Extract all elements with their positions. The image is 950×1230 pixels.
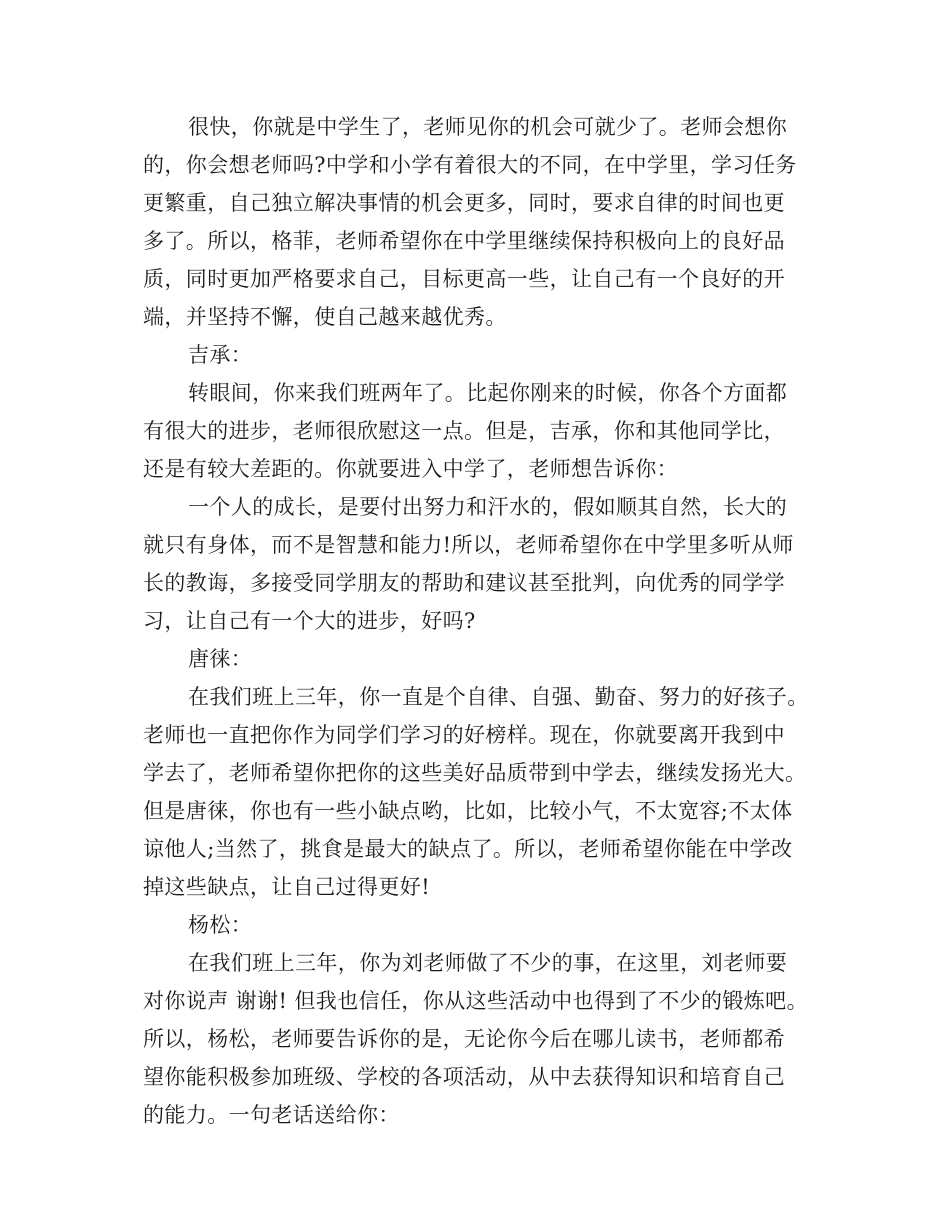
text-line: 所以，杨松，老师要告诉你的是，无论你今后在哪儿读书，老师都希 (143, 1027, 785, 1051)
text-line: 在我们班上三年，你一直是个自律、自强、勤奋、努力的好孩子。 (188, 685, 809, 709)
text-line: 老师也一直把你作为同学们学习的好榜样。现在，你就要离开我到中 (143, 723, 785, 747)
text-line: 端，并坚持不懈，使自己越来越优秀。 (143, 305, 507, 329)
text-line: 谅他人;当然了，挑食是最大的缺点了。所以，老师希望你能在中学改 (143, 837, 793, 861)
text-line: 还是有较大差距的。你就要进入中学了，老师想告诉你： (143, 457, 678, 481)
text-line: 转眼间，你来我们班两年了。比起你刚来的时候，你各个方面都 (188, 381, 788, 405)
text-line: 的能力。一句老话送给你： (143, 1103, 400, 1127)
text-line: 质，同时更加严格要求自己，目标更高一些，让自己有一个良好的开 (143, 267, 785, 291)
section-heading: 唐徕： (188, 647, 253, 671)
text-line: 多了。所以，格菲，老师希望你在中学里继续保持积极向上的良好品 (143, 229, 785, 253)
section-heading: 吉承： (188, 343, 253, 367)
text-line: 掉这些缺点，让自己过得更好! (143, 875, 431, 899)
text-line: 有很大的进步，老师很欣慰这一点。但是，吉承，你和其他同学比， (143, 419, 785, 443)
text-line: 在我们班上三年，你为刘老师做了不少的事，在这里，刘老师要 (188, 951, 788, 975)
text-line: 长的教诲，多接受同学朋友的帮助和建议甚至批判，向优秀的同学学 (143, 571, 785, 595)
text-line: 一个人的成长，是要付出努力和汗水的，假如顺其自然，长大的 (188, 495, 788, 519)
section-heading: 杨松： (188, 913, 253, 937)
text-line: 的，你会想老师吗?中学和小学有着很大的不同，在中学里，学习任务 (143, 153, 797, 177)
text-line: 很快，你就是中学生了，老师见你的机会可就少了。老师会想你 (188, 115, 788, 139)
text-line: 但是唐徕，你也有一些小缺点哟，比如，比较小气，不太宽容;不太体 (143, 799, 793, 823)
text-line: 对你说声 谢谢! 但我也信任，你从这些活动中也得到了不少的锻炼吧。 (143, 989, 808, 1013)
text-line: 学去了，老师希望你把你的这些美好品质带到中学去，继续发扬光大。 (143, 761, 807, 785)
text-line: 望你能积极参加班级、学校的各项活动，从中去获得知识和培育自己 (143, 1065, 785, 1089)
text-line: 更繁重，自己独立解决事情的机会更多，同时，要求自律的时间也更 (143, 191, 785, 215)
text-line: 就只有身体，而不是智慧和能力!所以，老师希望你在中学里多听从师 (143, 533, 794, 557)
text-line: 习，让自己有一个大的进步，好吗? (143, 609, 476, 633)
